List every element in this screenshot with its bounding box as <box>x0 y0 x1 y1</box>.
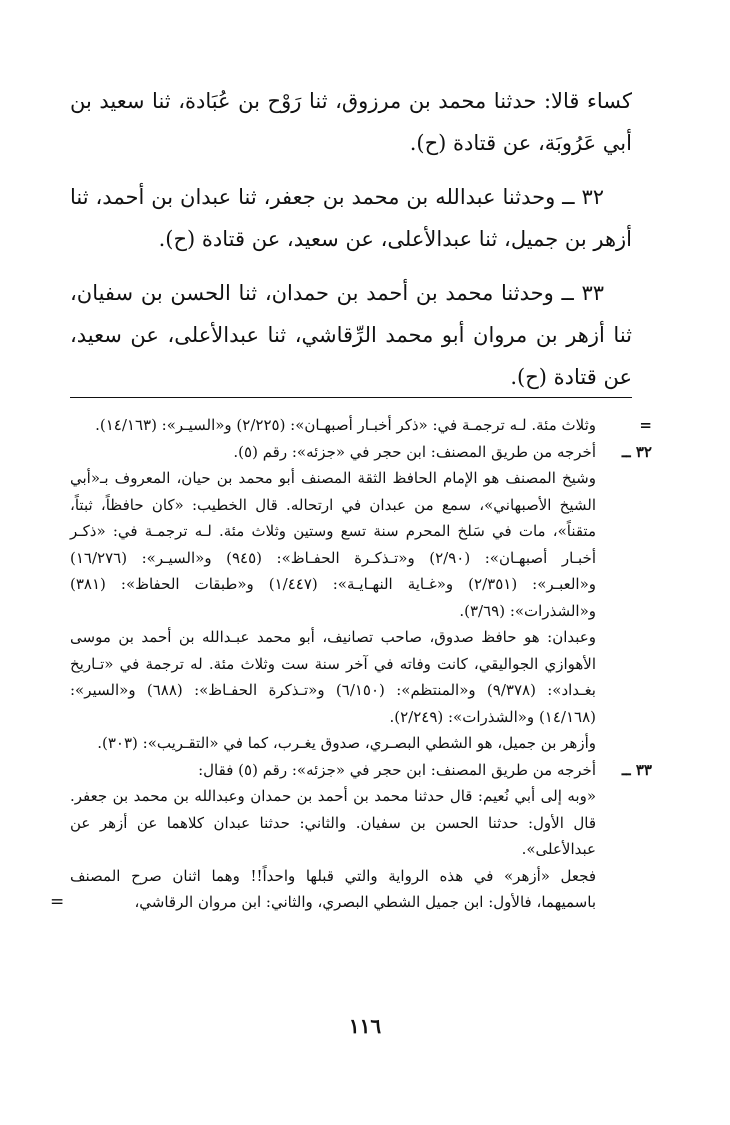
main-paragraph-1: كساء قالا: حدثنا محمد بن مرزوق، ثنا رَوْح بن عُبَادة، ثنا سعيد بن أبي عَرُوبَة، عن قتادة (ح). <box>70 89 632 155</box>
footnote-paragraph: وشيخ المصنف هو الإمام الحافظ الثقة المصنف أبو محمد بن حيان، المعروف بـ«أبي الشيخ الأصبهاني»، سمع من عبدان في ارتحاله. قال الخطيب: «كان حافظاً، ثبتاً، متقناً»، مات في سَلخ المحرم سنة تسع وستين وثلاث مئة. لـه ترجمـة في: «ذكـر أخبـار أصبهـان»: (٢/٩٠) و«تـذكـرة الحفـاظ»: (٩٤٥) و«السيـر»: (١٦/٢٧٦) و«العبـر»: (٢/٣٥١) و«غـاية النهـايـة»: (١/٤٤٧) و«طبقات الحفاظ»: (٣٨١) و«الشذرات»: (٣/٦٩). <box>70 469 596 620</box>
main-text-body <box>70 80 632 410</box>
footnote-marker: ٣٣ ــ <box>621 760 652 779</box>
footnote-continuation <box>70 412 652 439</box>
footnote-marker: ٣٢ ــ <box>621 442 652 461</box>
footnote-paragraph: فجعل «أزهر» في هذه الرواية والتي قبلها واحداً!! وهما اثنان صرح المصنف باسميهما، فالأول: ابن جميل الشطي البصري، والثاني: ابن مروان الرقاشي، <box>70 866 596 911</box>
footnote-paragraph: «وبه إلى أبي نُعيم: قال حدثنا محمد بن أحمد بن حمدان وعبدالله بن محمد بن جعفر. قال الأول: حدثنا الحسن بن سفيان. والثاني: حدثنا عبدان كلاهما عن أزهر عن عبدالأعلى». <box>70 787 596 858</box>
footnotes-section <box>50 412 652 916</box>
main-paragraph-hadith-32: ٣٢ ــ وحدثنا عبدالله بن محمد بن جعفر، ثنا عبدان بن أحمد، ثنا أزهر بن جميل، ثنا عبدالأعلى، عن سعيد، عن قتادة (ح). <box>70 185 632 251</box>
footnote-32 <box>70 439 652 757</box>
footnote-paragraph: وعبدان: هو حافظ صدوق، صاحب تصانيف، أبو محمد عبـدالله بن أحمد بن موسى الأهوازي الجواليقي، كانت وفاته في آخر سنة ست وثلاث مئة. له ترجمة في «تـاريخ بغـداد»: (٩/٣٧٨) و«المنتظم»: (٦/١٥٠) و«تـذكرة الحفـاظ»: (٦٨٨) و«السير»: (١٤/١٦٨) و«الشذرات»: (٢/٢٤٩). <box>70 628 596 726</box>
footnote-marker: = <box>639 416 652 434</box>
footnote-paragraph: وأزهر بن جميل، هو الشطي البصـري، صدوق يغـرب، كما في «التقـريب»: (٣٠٣). <box>97 734 596 752</box>
page-number: ١١٦ <box>348 1014 382 1038</box>
continuation-mark: = <box>50 892 65 912</box>
footnote-33 <box>50 757 652 916</box>
footnote-divider <box>70 397 632 398</box>
footnote-paragraph: أخرجه من طريق المصنف: ابن حجر في «جزئه»: رقم (٥). <box>233 442 596 461</box>
footnote-paragraph: وثلاث مئة. لـه ترجمـة في: «ذكر أخبـار أصبهـان»: (٢/٢٢٥) و«السيـر»: (١٤/١٦٣). <box>95 416 596 434</box>
main-paragraph-hadith-33: ٣٣ ــ وحدثنا محمد بن أحمد بن حمدان، ثنا الحسن بن سفيان، ثنا أزهر بن مروان أبو محمد الرِّقاشي، ثنا عبدالأعلى، عن سعيد، عن قتادة (ح). <box>70 281 632 389</box>
footnote-paragraph: أخرجه من طريق المصنف: ابن حجر في «جزئه»: رقم (٥) فقال: <box>198 760 596 779</box>
